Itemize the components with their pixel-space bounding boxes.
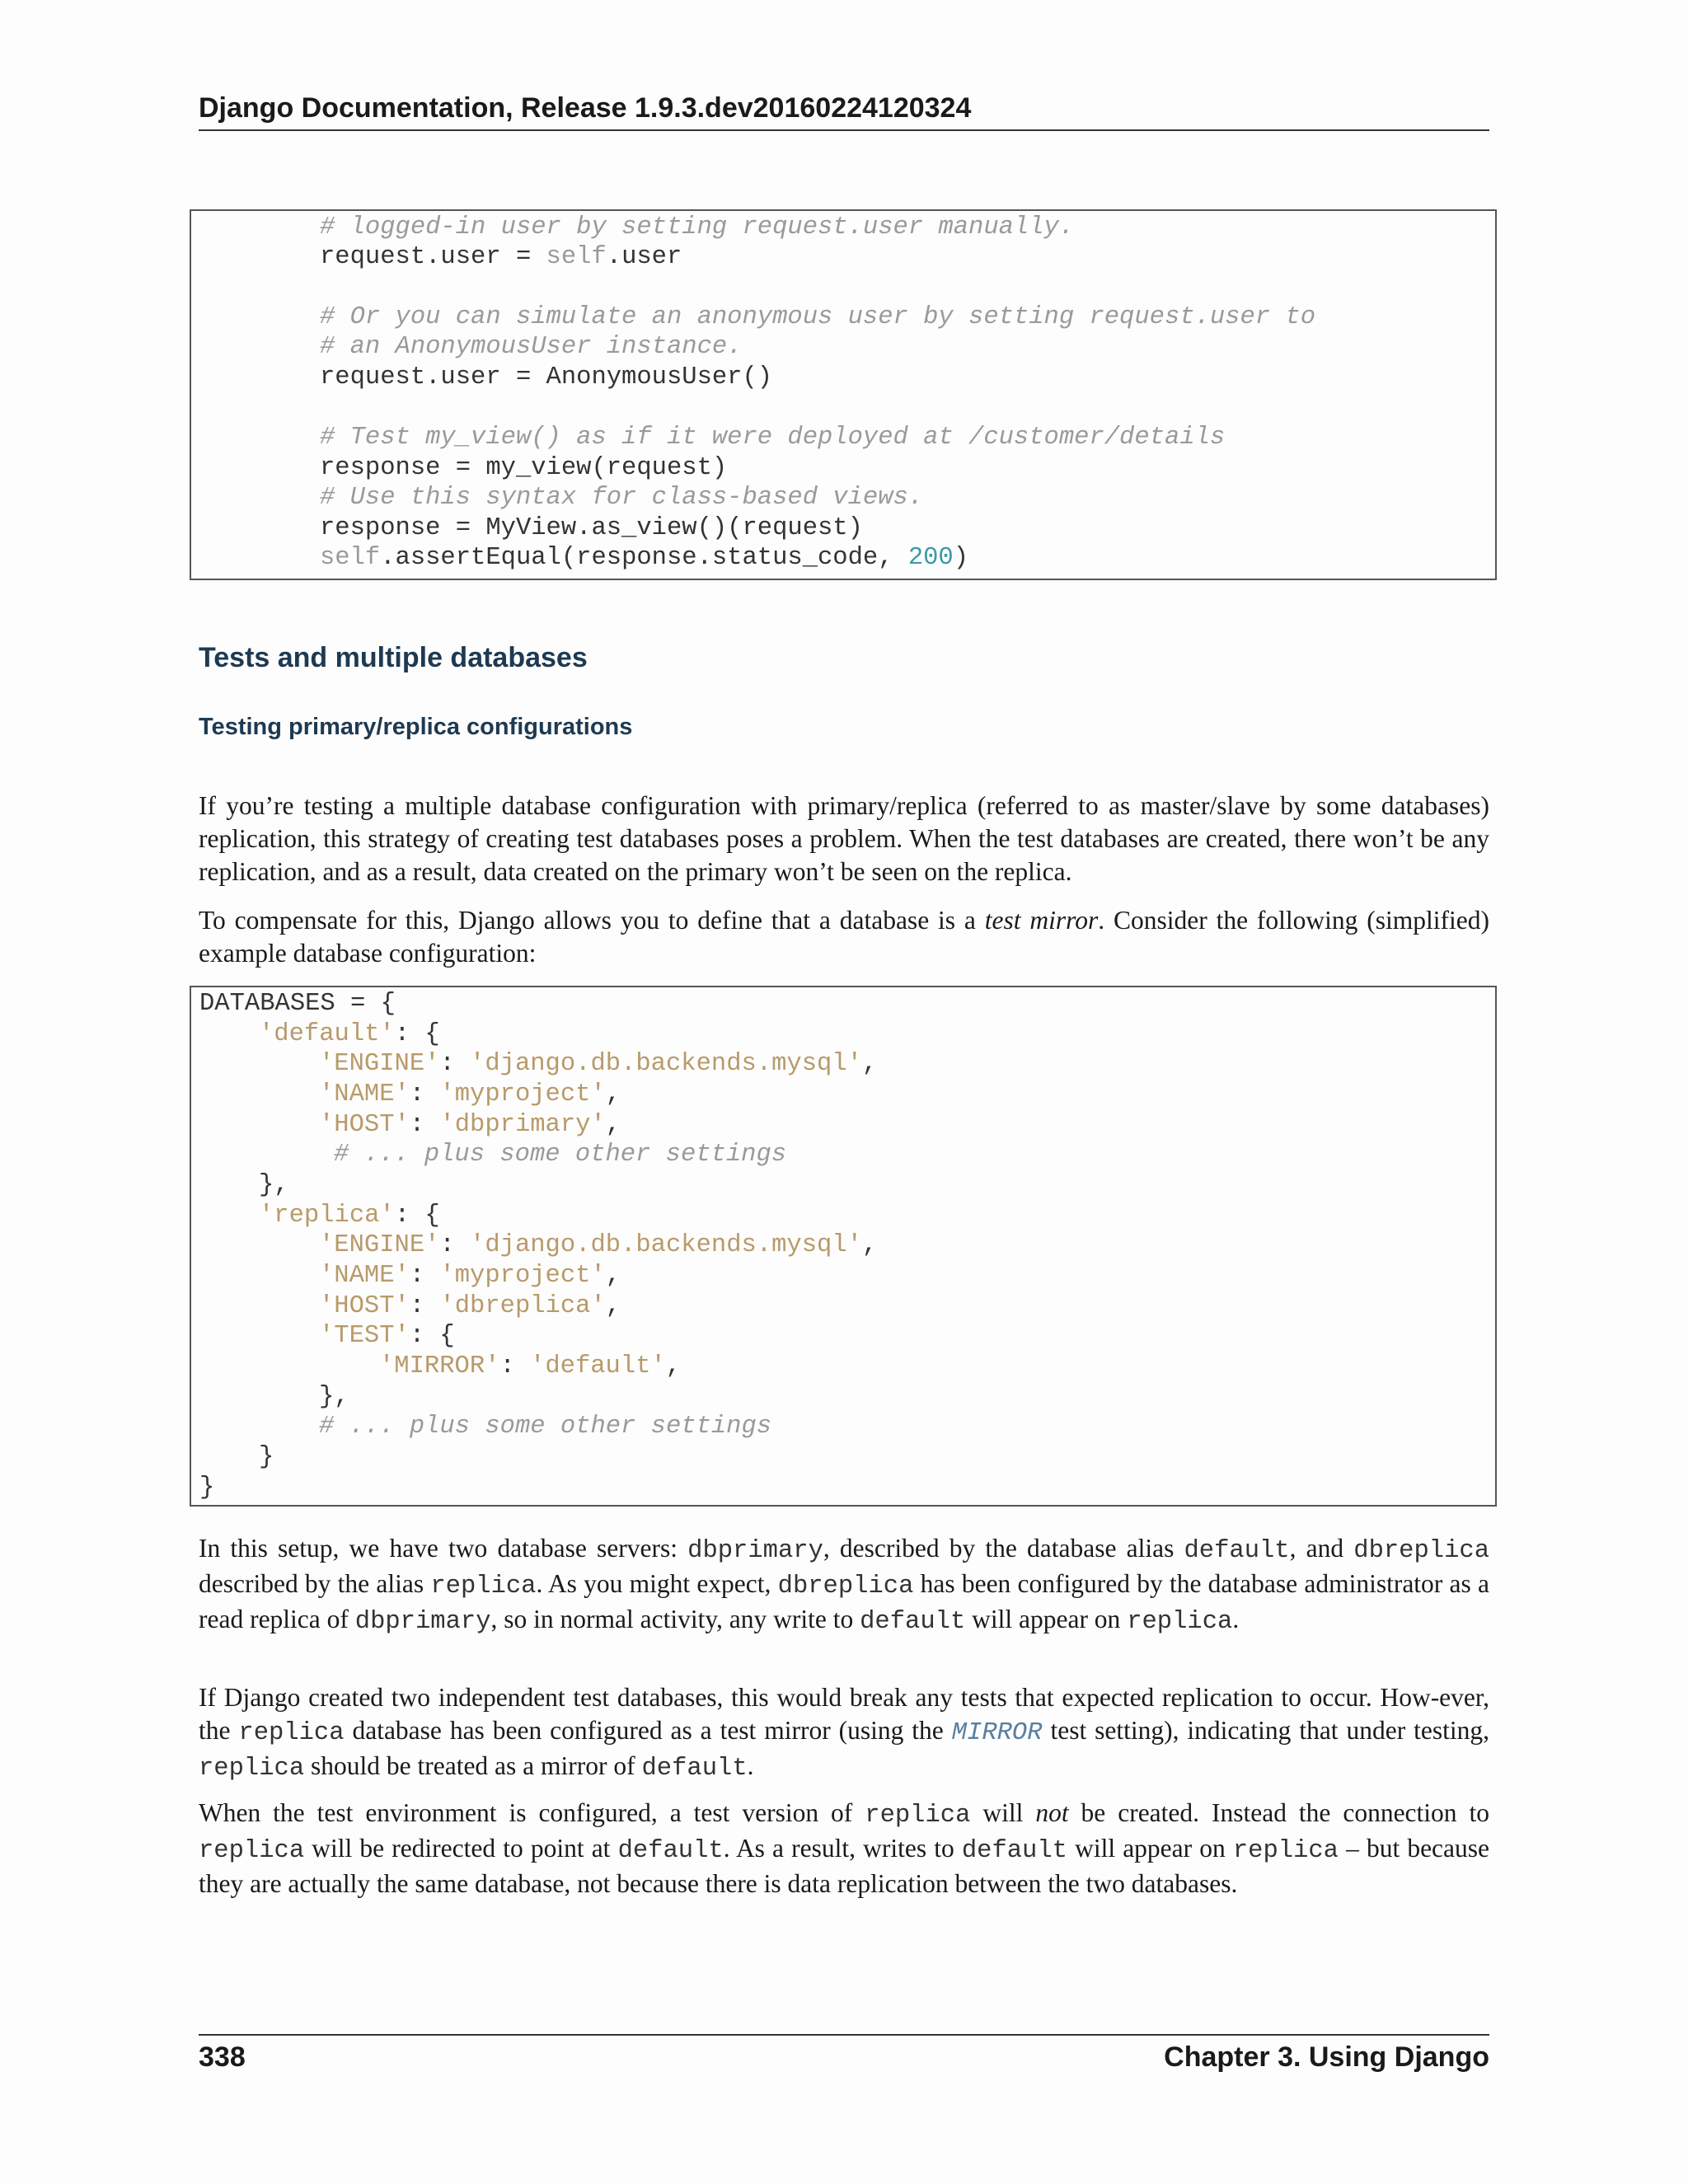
code-comment: # Use this syntax for class-based views. xyxy=(320,484,924,512)
mirror-setting-link[interactable]: MIRROR xyxy=(951,1719,1043,1747)
footer-rule xyxy=(199,2034,1489,2036)
paragraph: If you’re testing a multiple database configuration with primary/replica (referred to as master/slave by some databases) replication, this strategy of creating test databases poses a problem. When the test databases are created, there won’t be any replication, and as a result, data created on the primary won’t be seen on the replica. xyxy=(199,791,1489,886)
paragraph: When the test environment is configured, a test version of replica will not be created. Instead the connection to replica will be redirected to point at default. As a result, writes to default will appear on replica – but because they are actually the same database, not because there is data replication between the two databases. xyxy=(199,1798,1490,1898)
code-comment: # ... plus some other settings xyxy=(319,1413,772,1441)
code-line: 'MIRROR': 'default', xyxy=(379,1352,682,1380)
code-line: } xyxy=(199,1474,215,1502)
code-line: } xyxy=(259,1443,274,1471)
code-line: 'default': { xyxy=(259,1020,440,1048)
running-header: Django Documentation, Release 1.9.3.dev20160224120324 xyxy=(199,92,972,124)
code-line: self.assertEqual(response.status_code, 200) xyxy=(320,544,969,572)
paragraph: If Django created two independent test databases, this would break any tests that expected replication to occur. How-ever, the replica database has been configured as a test mirror (using the MIRROR test setting), indicating that under testing, replica should be treated as a mirror of default. xyxy=(199,1683,1489,1783)
code-line: 'HOST': 'dbreplica', xyxy=(319,1292,621,1320)
code-line: 'replica': { xyxy=(259,1202,440,1230)
code-line: }, xyxy=(259,1171,289,1199)
code-comment: # logged-in user by setting request.user manually. xyxy=(320,213,1075,241)
subsection-heading: Testing primary/replica configurations xyxy=(199,714,633,740)
code-line: }, xyxy=(319,1383,349,1411)
paragraph: To compensate for this, Django allows you to define that a database is a test mirror. Consider the following (simplified) example database configuration: xyxy=(199,906,1489,968)
code-block-databases-config xyxy=(190,986,1497,1507)
section-heading: Tests and multiple databases xyxy=(199,642,588,673)
chapter-title: Chapter 3. Using Django xyxy=(1164,2041,1489,2073)
code-line: 'ENGINE': 'django.db.backends.mysql', xyxy=(319,1050,878,1078)
code-line: response = MyView.as_view()(request) xyxy=(320,514,863,542)
code-comment: # Test my_view() as if it were deployed at /customer/details xyxy=(320,424,1226,452)
code-block-request-example xyxy=(190,209,1497,580)
code-line: 'NAME': 'myproject', xyxy=(319,1262,621,1290)
code-comment: # an AnonymousUser instance. xyxy=(320,333,743,361)
page-number: 338 xyxy=(199,2041,246,2073)
code-comment: # ... plus some other settings xyxy=(334,1141,787,1169)
code-line: response = my_view(request) xyxy=(320,454,728,482)
code-line: 'HOST': 'dbprimary', xyxy=(319,1111,621,1139)
code-line: DATABASES = { xyxy=(199,990,396,1018)
code-line: 'TEST': { xyxy=(319,1322,455,1350)
code-line: 'NAME': 'myproject', xyxy=(319,1080,621,1108)
header-rule xyxy=(199,129,1489,131)
code-line: request.user = self.user xyxy=(320,243,682,271)
paragraph: In this setup, we have two database servers: dbprimary, described by the database alias default, and dbreplica described by the alias replica. As you might expect, dbreplica has been configured by the database administrator as a read replica of dbprimary, so in normal activity, any write to default will appear on replica. xyxy=(199,1534,1489,1636)
code-line: request.user = AnonymousUser() xyxy=(320,363,773,391)
code-line: 'ENGINE': 'django.db.backends.mysql', xyxy=(319,1231,878,1259)
code-comment: # Or you can simulate an anonymous user by setting request.user to xyxy=(320,303,1315,331)
